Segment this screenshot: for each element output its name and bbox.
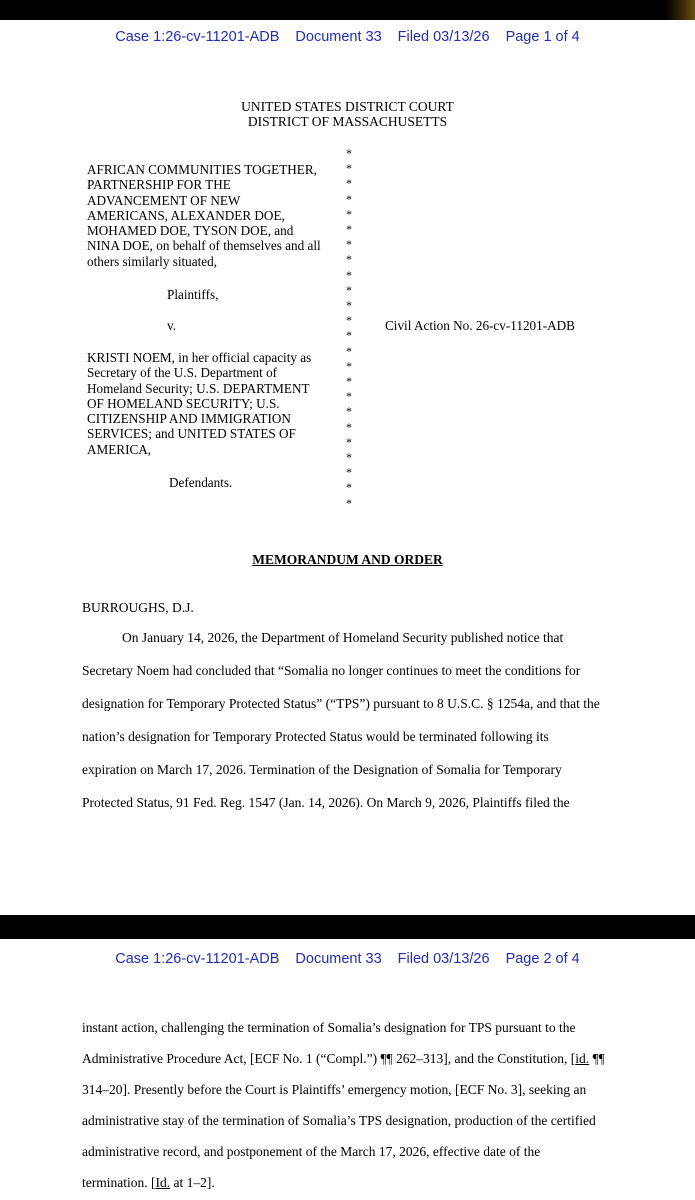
body-line: administrative stay of the termination of Somalia’s TPS designation, production of the certified	[82, 1113, 596, 1128]
defendants-line: Homeland Security; U.S. DEPARTMENT	[87, 380, 310, 396]
memorandum-title: MEMORANDUM AND ORDER	[252, 552, 443, 567]
defendants-label: Defendants.	[169, 475, 233, 490]
filed-date: Filed 03/13/26	[397, 29, 490, 45]
case-number: Case 1:26-cv-11201-ADB	[115, 29, 280, 45]
defendants-line: SERVICES; and UNITED STATES OF	[87, 426, 296, 442]
caption-asterisk-column: * * * * * * * * * * * * * * * * * * * * * * * *	[346, 146, 352, 510]
body-line: designation for Temporary Protected Status” (“TPS”) pursuant to 8 U.S.C. § 1254a, and that the	[82, 696, 600, 711]
versus-label: v.	[167, 318, 177, 333]
filed-date: Filed 03/13/26	[397, 951, 490, 967]
body-line: On January 14, 2026, the Department of Homeland Security published notice that	[122, 630, 564, 645]
page-number: Page 1 of 4	[505, 29, 580, 45]
defendants-line: KRISTI NOEM, in her official capacity as	[87, 350, 312, 365]
page1-body-paragraph	[82, 630, 612, 810]
top-dark-band	[0, 0, 695, 20]
body-line	[82, 1175, 215, 1191]
page-number: Page 2 of 4	[505, 951, 580, 967]
id-citation: id.	[575, 1051, 590, 1066]
page-break-band	[0, 915, 695, 939]
text-run: ¶¶	[589, 1051, 605, 1066]
defendants-line: AMERICA,	[87, 441, 152, 457]
plaintiffs-caption	[87, 162, 337, 269]
plaintiffs-line: PARTNERSHIP FOR THE	[87, 177, 231, 193]
plaintiffs-line: NINA DOE, on behalf of themselves and all	[87, 238, 321, 254]
page2-body-paragraph	[82, 1020, 612, 1200]
body-line	[82, 1051, 605, 1067]
document-number: Document 33	[295, 29, 382, 45]
plaintiffs-line: ADVANCEMENT OF NEW	[87, 192, 241, 208]
plaintiffs-line: MOHAMED DOE, TYSON DOE, and	[87, 223, 294, 239]
body-line: 314–20]. Presently before the Court is Plaintiffs’ emergency motion, [ECF No. 3], seeking an	[82, 1082, 587, 1097]
id-citation: Id.	[155, 1175, 171, 1190]
civil-action-number: Civil Action No. 26-cv-11201-ADB	[385, 318, 575, 333]
plaintiffs-line: others similarly situated,	[87, 253, 218, 269]
body-line: nation’s designation for Temporary Protected Status would be terminated following its	[82, 729, 549, 744]
body-line: instant action, challenging the termination of Somalia’s designation for TPS pursuant to the	[82, 1020, 576, 1035]
plaintiffs-label: Plaintiffs,	[167, 287, 219, 302]
court-name: UNITED STATES DISTRICT COURT	[241, 99, 454, 114]
text-run: termination. [	[82, 1175, 156, 1190]
plaintiffs-line: AFRICAN COMMUNITIES TOGETHER,	[87, 162, 317, 177]
page2-ecf-header	[0, 951, 695, 967]
defendants-line: Secretary of the U.S. Department of	[87, 365, 278, 381]
corner-accent	[665, 0, 695, 20]
defendants-caption	[87, 350, 337, 457]
page1-ecf-header	[0, 29, 695, 45]
body-line: Protected Status, 91 Fed. Reg. 1547 (Jan. 14, 2026). On March 9, 2026, Plaintiffs filed the	[82, 795, 570, 810]
case-number: Case 1:26-cv-11201-ADB	[115, 951, 280, 967]
court-district: DISTRICT OF MASSACHUSETTS	[247, 114, 448, 129]
body-line: Secretary Noem had concluded that “Somalia no longer continues to meet the conditions for	[82, 663, 581, 678]
body-line: administrative record, and postponement of the March 17, 2026, effective date of the	[82, 1144, 541, 1159]
defendants-line: CITIZENSHIP AND IMMIGRATION	[87, 411, 291, 427]
text-run: at 1–2].	[170, 1175, 215, 1190]
plaintiffs-line: AMERICANS, ALEXANDER DOE,	[87, 207, 285, 223]
text-run: Administrative Procedure Act, [ECF No. 1 (“Compl.”) ¶¶ 262–313], and the Constitution, [	[82, 1051, 576, 1066]
document-number: Document 33	[295, 951, 382, 967]
defendants-line: OF HOMELAND SECURITY; U.S.	[87, 395, 280, 411]
judge-name: BURROUGHS, D.J.	[82, 600, 194, 615]
body-line: expiration on March 17, 2026. Termination of the Designation of Somalia for Temporary	[82, 762, 562, 777]
